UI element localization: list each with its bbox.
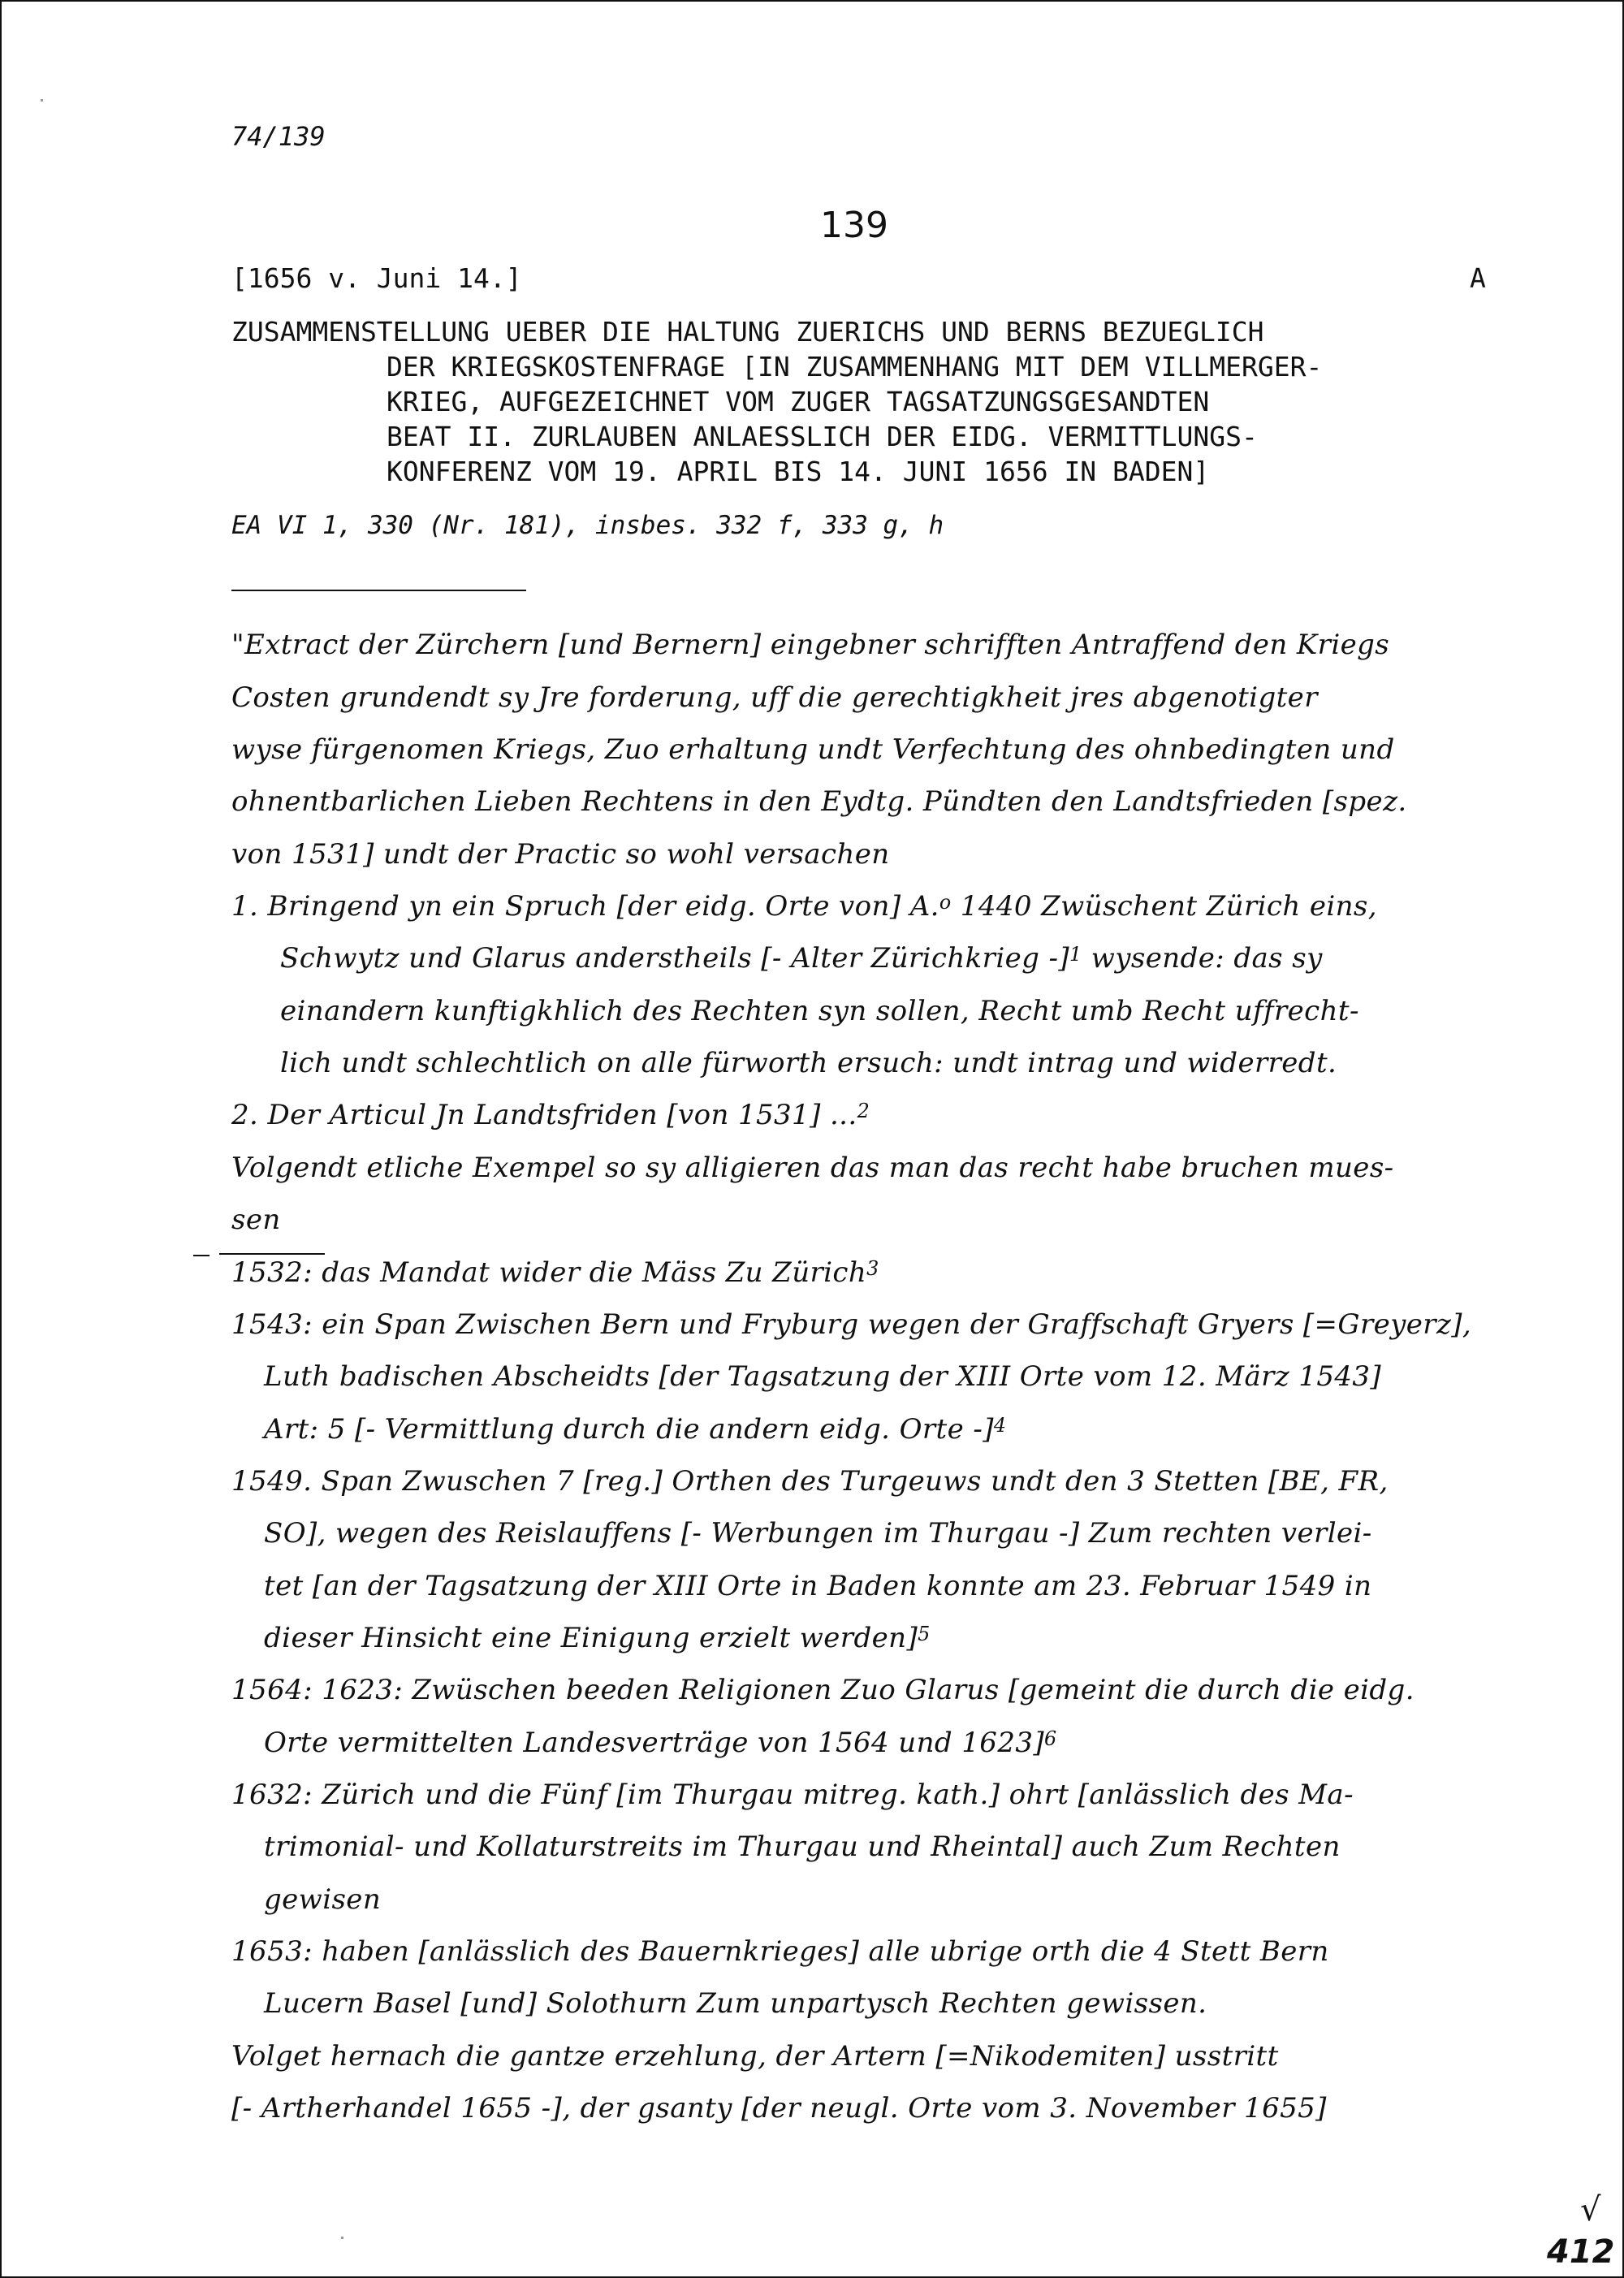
title-line-2: DER KRIEGSKOSTENFRAGE [IN ZUSAMMENHANG MIT DEM VILLMERGER- <box>387 351 1323 383</box>
intro-line-1: "Extract der Zürchern [und Bernern] eingebner schrifften Antraffend den Kriegs <box>231 629 1390 661</box>
intro-line-2: Costen grundendt sy Jre forderung, uff die gerechtigkheit jres abgenotigter <box>231 681 1318 714</box>
pencil-dash-mark <box>193 1255 209 1256</box>
closing-line-2: [- Artherhandel 1655 -], der gsanty [der neugl. Orte vom 3. November 1655] <box>231 2092 1327 2125</box>
footnote-marker-3: 3 <box>866 1256 879 1280</box>
title-line-5: KONFERENZ VOM 19. APRIL BIS 14. JUNI 1656 IN BADEN] <box>387 456 1210 487</box>
scan-speck <box>41 99 43 102</box>
page-number: 139 <box>820 205 888 246</box>
document-date: [1656 v. Juni 14.] <box>231 262 522 294</box>
examples-line-2: sen <box>231 1204 281 1236</box>
section-divider <box>231 590 526 591</box>
handwritten-folio-number: 412 <box>1547 2233 1615 2271</box>
pencil-underline-mark <box>219 1253 325 1255</box>
example-1549-line-3: tet [an der Tagsatzung der XIII Orte in Baden konnte am 23. Februar 1549 in <box>264 1570 1372 1602</box>
example-1653-line-2: Lucern Basel [und] Solothurn Zum unpartysch Rechten gewissen. <box>264 1987 1207 2020</box>
check-mark: √ <box>1580 2191 1601 2228</box>
footnote-marker-5: 5 <box>918 1622 931 1645</box>
title-line-3: KRIEG, AUFGEZEICHNET VOM ZUGER TAGSATZUNGSGESANDTEN <box>387 386 1210 417</box>
footnote-marker-2: 2 <box>857 1099 870 1122</box>
footnote-marker-4: 4 <box>993 1413 1007 1437</box>
item-1-line-3: einandern kunftigkhlich des Rechten syn sollen, Recht umb Recht uffrecht- <box>280 995 1359 1027</box>
scan-speck <box>341 2237 343 2239</box>
archive-reference: 74/139 <box>231 121 326 152</box>
footnote-marker-1: 1 <box>1069 942 1082 966</box>
item-2: 2. Der Articul Jn Landtsfriden [von 1531] ...$^2$ <box>231 1099 870 1131</box>
example-1632-line-2: trimonial- und Kollaturstreits im Thurgau und Rheintal] auch Zum Rechten <box>264 1831 1341 1863</box>
example-1549-line-1: 1549. Span Zwuschen 7 [reg.] Orthen des Turgeuws undt den 3 Stetten [BE, FR, <box>231 1465 1389 1498</box>
degree-superscript: o <box>939 890 952 914</box>
version-letter: A <box>1470 262 1486 294</box>
source-reference: EA VI 1, 330 (Nr. 181), insbes. 332 f, 333 g, h <box>231 511 944 540</box>
example-1543-line-2: Luth badischen Abscheidts [der Tagsatzung der XIII Orte vom 12. März 1543] <box>264 1360 1382 1393</box>
intro-line-4: ohnentbarlichen Lieben Rechtens in den Eydtg. Pündten den Landtsfrieden [spez. <box>231 785 1407 818</box>
footnote-marker-6: 6 <box>1044 1727 1057 1750</box>
example-1543-line-1: 1543: ein Span Zwischen Bern und Fryburg wegen der Graffschaft Gryers [=Greyerz], <box>231 1308 1472 1341</box>
title-line-1: ZUSAMMENSTELLUNG UEBER DIE HALTUNG ZUERICHS UND BERNS BEZUEGLICH <box>231 316 1264 348</box>
example-1564-line-1: 1564: 1623: Zwüschen beeden Religionen Zuo Glarus [gemeint die durch die eidg. <box>231 1674 1415 1706</box>
item-1-line-1: 1. Bringend yn ein Spruch [der eidg. Orte von] A.$^o$ 1440 Zwüschent Zürich eins, <box>231 890 1377 923</box>
example-1564-line-2: Orte vermittelten Landesverträge von 1564 und 1623]$^6$ <box>264 1727 1057 1759</box>
example-1632-line-1: 1632: Zürich und die Fünf [im Thurgau mitreg. kath.] ohrt [anlässlich des Ma- <box>231 1779 1354 1811</box>
example-1532: 1532: das Mandat wider die Mäss Zu Zürich$^3$ <box>231 1256 879 1289</box>
example-1653-line-1: 1653: haben [anlässlich des Bauernkrieges] alle ubrige orth die 4 Stett Bern <box>231 1935 1329 1968</box>
example-1543-line-3: Art: 5 [- Vermittlung durch die andern eidg. Orte -]$^4$ <box>264 1413 1007 1446</box>
intro-line-3: wyse fürgenomen Kriegs, Zuo erhaltung undt Verfechtung des ohnbedingten und <box>231 733 1395 766</box>
title-line-4: BEAT II. ZURLAUBEN ANLAESSLICH DER EIDG. VERMITTLUNGS- <box>387 421 1258 452</box>
examples-line-1: Volgendt etliche Exempel so sy alligieren das man das recht habe bruchen mues- <box>231 1152 1394 1184</box>
example-1632-line-3: gewisen <box>264 1883 382 1916</box>
example-1549-line-4: dieser Hinsicht eine Einigung erzielt werden]$^5$ <box>264 1622 931 1654</box>
item-1-line-2: Schwytz und Glarus anderstheils [- Alter Zürichkrieg -]$^1$ wysende: das sy <box>280 942 1323 975</box>
intro-line-5: von 1531] undt der Practic so wohl versachen <box>231 838 890 871</box>
closing-line-1: Volget hernach die gantze erzehlung, der Artern [=Nikodemiten] usstritt <box>231 2040 1279 2073</box>
item-1-line-4: lich undt schlechtlich on alle fürworth ersuch: undt intrag und widerredt. <box>280 1047 1337 1079</box>
example-1549-line-2: SO], wegen des Reislauffens [- Werbungen im Thurgau -] Zum rechten verlei- <box>264 1517 1372 1550</box>
